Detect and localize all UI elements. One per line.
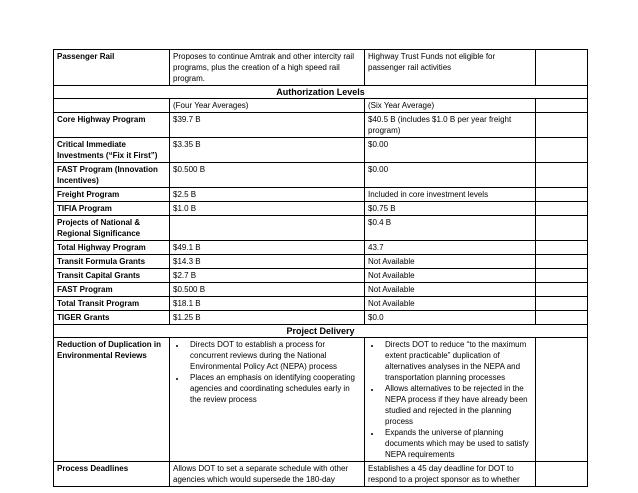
col4-cell — [536, 255, 588, 269]
bullet-item: • Places an emphasis on identifying cooperating agencies and coordinating schedules early in the review process — [186, 372, 361, 405]
bullet-item: • Directs DOT to reduce “to the maximum extent practicable” duplication of alternatives analyses in the NEPA and transportation planning processes — [381, 339, 532, 383]
table-row-duplication — [54, 338, 588, 462]
bullet-item: • Expands the universe of planning documents which may be used to satisfy NEPA requirements — [381, 427, 532, 460]
section-header-authorization: Authorization Levels — [54, 86, 588, 99]
col2-cell: $14.3 B — [170, 255, 365, 269]
table-row — [54, 241, 588, 255]
bullet-item: • Directs DOT to establish a process for concurrent reviews during the National Environmental Policy Act (NEPA) process — [186, 339, 361, 372]
col4-cell — [536, 216, 588, 241]
col4-cell — [536, 462, 588, 487]
row-label: Reduction of Duplication in Environmental Reviews — [54, 338, 170, 462]
table-row — [54, 297, 588, 311]
col4-cell — [536, 269, 588, 283]
col2-cell: $3.35 B — [170, 138, 365, 163]
col2-cell: $2.7 B — [170, 269, 365, 283]
bullet-item: • Allows alternatives to be rejected in the NEPA process if they have already been studied and rejected in the planning process — [381, 383, 532, 427]
row-label: Transit Formula Grants — [54, 255, 170, 269]
col3-cell: $0.00 — [365, 163, 536, 188]
table-row — [54, 255, 588, 269]
bullet-list — [173, 339, 361, 405]
col2-cell: $49.1 B — [170, 241, 365, 255]
row-label: Projects of National & Regional Significance — [54, 216, 170, 241]
col4-cell — [536, 202, 588, 216]
row-label: FAST Program — [54, 283, 170, 297]
col4-cell — [536, 241, 588, 255]
row-label — [54, 99, 170, 113]
section-header-project-delivery: Project Delivery — [54, 325, 588, 338]
cell-text: Allows DOT to set a separate schedule with other agencies which would supersede the 180-day — [173, 464, 349, 484]
section-header-row — [54, 325, 588, 338]
col3-cell: $0.00 — [365, 138, 536, 163]
col4-cell — [536, 311, 588, 325]
table-row — [54, 283, 588, 297]
row-label-text: Process Deadlines — [57, 464, 129, 473]
col2-cell: (Four Year Averages) — [170, 99, 365, 113]
col3-cell: (Six Year Average) — [365, 99, 536, 113]
authorization-rows — [54, 113, 588, 325]
table-row — [54, 216, 588, 241]
col2-cell: $1.0 B — [170, 202, 365, 216]
col3-cell: Not Available — [365, 269, 536, 283]
col4-cell — [536, 297, 588, 311]
comparison-table — [53, 49, 588, 487]
col4-cell — [536, 338, 588, 462]
col3-cell — [365, 338, 536, 462]
row-label: Core Highway Program — [54, 113, 170, 138]
col2-cell — [170, 338, 365, 462]
table-row — [54, 113, 588, 138]
col3-cell: Highway Trust Funds not eligible for passenger rail activities — [365, 50, 536, 86]
row-label: TIFIA Program — [54, 202, 170, 216]
table-row-passenger-rail — [54, 50, 588, 86]
col3-cell: 43.7 — [365, 241, 536, 255]
col3-cell: $40.5 B (includes $1.0 B per year freight program) — [365, 113, 536, 138]
col4-cell — [536, 113, 588, 138]
col4-cell — [536, 99, 588, 113]
col2-cell: $0.500 B — [170, 283, 365, 297]
table-row — [54, 311, 588, 325]
col4-cell — [536, 188, 588, 202]
table-row-deadlines — [54, 462, 588, 487]
col3-cell: $0.4 B — [365, 216, 536, 241]
col3-cell: Included in core investment levels — [365, 188, 536, 202]
row-label: TIGER Grants — [54, 311, 170, 325]
col2-cell: $1.25 B — [170, 311, 365, 325]
col2-cell: $0.500 B — [170, 163, 365, 188]
row-label: Critical Immediate Investments (“Fix it First”) — [54, 138, 170, 163]
bullet-list — [368, 339, 532, 460]
section-header-row — [54, 86, 588, 99]
table-row — [54, 202, 588, 216]
col3-cell: Not Available — [365, 283, 536, 297]
cell-text: Establishes a 45 day deadline for DOT to respond to a project sponsor as to whether — [368, 464, 520, 484]
col2-cell: $2.5 B — [170, 188, 365, 202]
table-row-averages — [54, 99, 588, 113]
col2-cell — [170, 462, 365, 487]
table-row — [54, 188, 588, 202]
table-row — [54, 269, 588, 283]
col4-cell — [536, 138, 588, 163]
col3-cell: $0.75 B — [365, 202, 536, 216]
col2-cell: $18.1 B — [170, 297, 365, 311]
row-label: Passenger Rail — [54, 50, 170, 86]
col2-cell: $39.7 B — [170, 113, 365, 138]
col3-cell: $0.0 — [365, 311, 536, 325]
col2-cell: Proposes to continue Amtrak and other intercity rail programs, plus the creation of a high speed rail program. — [170, 50, 365, 86]
col3-cell — [365, 462, 536, 487]
row-label: Freight Program — [54, 188, 170, 202]
col4-cell — [536, 283, 588, 297]
row-label: Transit Capital Grants — [54, 269, 170, 283]
row-label: FAST Program (Innovation Incentives) — [54, 163, 170, 188]
table-row — [54, 138, 588, 163]
col3-cell: Not Available — [365, 297, 536, 311]
col2-cell — [170, 216, 365, 241]
table-row — [54, 163, 588, 188]
col4-cell — [536, 50, 588, 86]
col4-cell — [536, 163, 588, 188]
col3-cell: Not Available — [365, 255, 536, 269]
row-label: Total Highway Program — [54, 241, 170, 255]
row-label — [54, 462, 170, 487]
row-label: Total Transit Program — [54, 297, 170, 311]
